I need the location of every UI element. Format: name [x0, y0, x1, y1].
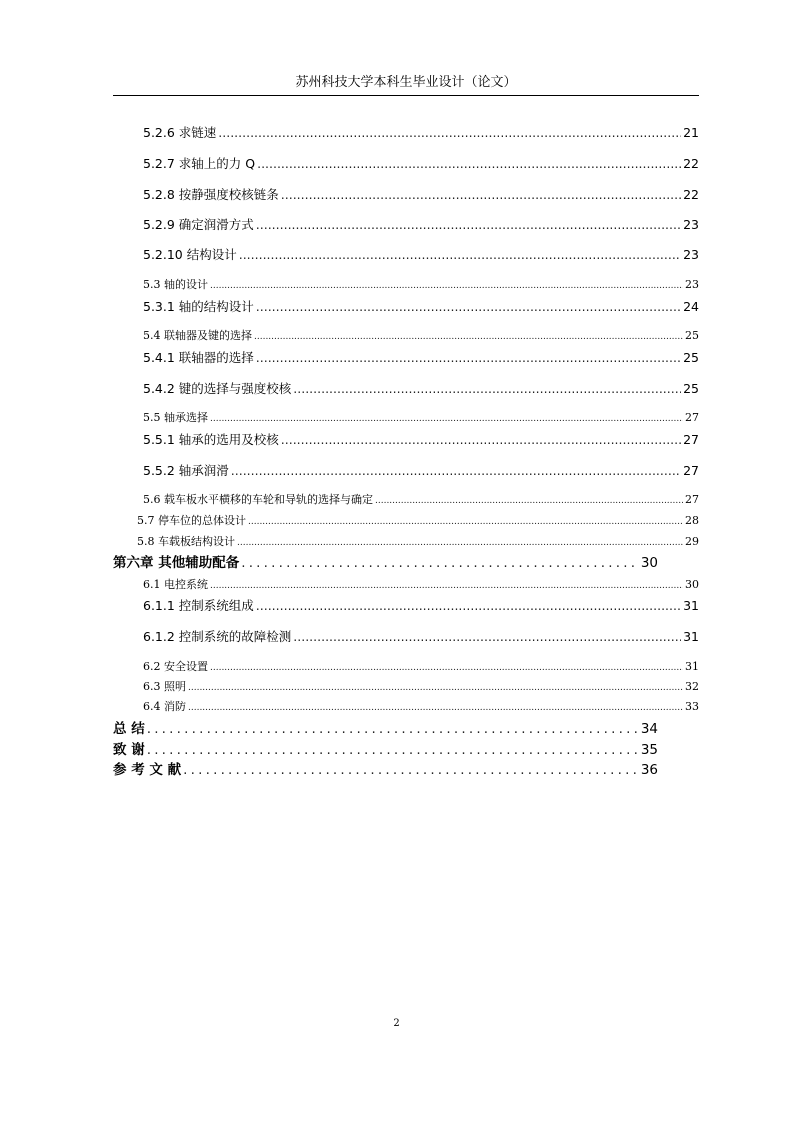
toc-title: 5.6 载车板水平横移的车轮和导轨的选择与确定 — [143, 493, 373, 506]
toc-leader — [254, 327, 683, 347]
toc-row[interactable] — [143, 297, 699, 317]
toc-leader — [147, 740, 639, 760]
toc-row[interactable] — [143, 348, 699, 368]
toc-title: 5.2.7 求轴上的力 Q — [143, 156, 256, 171]
toc-page: 22 — [683, 187, 699, 202]
toc-page: 27 — [683, 463, 699, 478]
toc-page: 32 — [685, 680, 699, 693]
toc-title: 5.5.1 轴承的选用及校核 — [143, 432, 279, 447]
toc-leader — [256, 297, 681, 317]
toc-leader — [237, 533, 683, 553]
toc-page: 30 — [640, 555, 658, 571]
page-header: 苏州科技大学本科生毕业设计（论文） — [295, 75, 517, 90]
toc-page: 27 — [683, 432, 699, 447]
toc-title: 6.1.2 控制系统的故障检测 — [143, 629, 292, 644]
toc-title: 5.2.10 结构设计 — [143, 247, 237, 262]
toc-title: 5.5 轴承选择 — [143, 411, 208, 424]
toc-row[interactable] — [137, 532, 699, 552]
header-divider — [113, 95, 699, 96]
toc-row[interactable] — [143, 154, 699, 174]
toc-title: 参 考 文 献 — [113, 762, 182, 778]
toc-page: 27 — [685, 493, 699, 506]
toc-page: 24 — [683, 299, 699, 314]
toc-row[interactable] — [143, 408, 699, 428]
toc-title: 6.3 照明 — [143, 680, 186, 693]
toc-leader — [218, 123, 681, 143]
toc-page: 25 — [683, 350, 699, 365]
toc-page: 25 — [685, 329, 699, 342]
toc-leader — [293, 627, 681, 647]
toc-page: 23 — [683, 247, 699, 262]
toc-row[interactable] — [143, 379, 699, 399]
toc-row[interactable] — [143, 677, 699, 697]
toc-title: 总 结 — [113, 721, 145, 737]
toc-row[interactable] — [143, 657, 699, 677]
toc-page: 36 — [640, 762, 658, 778]
toc-title: 第六章 其他辅助配备 — [113, 555, 240, 571]
toc-chapter-row[interactable] — [113, 553, 658, 573]
toc-leader — [147, 719, 639, 739]
toc-title: 6.1.1 控制系统组成 — [143, 598, 254, 613]
toc-title: 5.3.1 轴的结构设计 — [143, 299, 254, 314]
toc-row[interactable] — [143, 185, 699, 205]
toc-leader — [281, 430, 681, 450]
toc-page: 31 — [685, 660, 699, 673]
toc-title: 5.5.2 轴承润滑 — [143, 463, 229, 478]
toc-leader — [239, 245, 681, 265]
toc-row[interactable] — [143, 275, 699, 295]
toc-title: 5.3 轴的设计 — [143, 278, 208, 291]
toc-leader — [256, 215, 681, 235]
toc-row[interactable] — [143, 326, 699, 346]
toc-chapter-row[interactable] — [113, 760, 658, 780]
toc-leader — [188, 698, 683, 718]
toc-page: 35 — [640, 742, 658, 758]
toc-leader — [257, 154, 681, 174]
toc-leader — [183, 760, 639, 780]
toc-row[interactable] — [143, 490, 699, 510]
toc-page: 25 — [683, 381, 699, 396]
toc-page: 31 — [683, 629, 699, 644]
toc-leader — [281, 185, 681, 205]
toc-title: 5.2.8 按静强度校核链条 — [143, 187, 279, 202]
toc-leader — [231, 461, 681, 481]
toc-leader — [256, 348, 681, 368]
toc-leader — [375, 491, 683, 511]
toc-row[interactable] — [143, 697, 699, 717]
toc-row[interactable] — [143, 461, 699, 481]
toc-leader — [256, 596, 681, 616]
toc-leader — [210, 409, 683, 429]
toc-chapter-row[interactable] — [113, 740, 658, 760]
toc-row[interactable] — [143, 575, 699, 595]
toc-page: 31 — [683, 598, 699, 613]
toc-title: 5.2.9 确定润滑方式 — [143, 217, 254, 232]
toc-row[interactable] — [143, 123, 699, 143]
toc-page: 29 — [685, 535, 699, 548]
toc-page: 33 — [685, 700, 699, 713]
toc-row[interactable] — [143, 245, 699, 265]
toc-title: 6.4 消防 — [143, 700, 186, 713]
toc-leader — [210, 276, 683, 296]
toc-page: 34 — [640, 721, 658, 737]
toc-title: 致 谢 — [113, 742, 145, 758]
toc-title: 6.2 安全设置 — [143, 660, 208, 673]
toc-chapter-row[interactable] — [113, 719, 658, 739]
toc-row[interactable] — [143, 430, 699, 450]
toc-title: 5.4.2 键的选择与强度校核 — [143, 381, 292, 396]
toc-page: 22 — [683, 156, 699, 171]
toc-page: 23 — [685, 278, 699, 291]
toc-leader — [293, 379, 681, 399]
toc-row[interactable] — [143, 627, 699, 647]
toc-title: 5.7 停车位的总体设计 — [137, 514, 246, 527]
toc-page: 27 — [685, 411, 699, 424]
toc-title: 5.4.1 联轴器的选择 — [143, 350, 254, 365]
page-number: 2 — [393, 1018, 400, 1029]
toc-leader — [210, 576, 683, 596]
toc-page: 28 — [685, 514, 699, 527]
toc-row[interactable] — [143, 215, 699, 235]
toc-title: 5.4 联轴器及键的选择 — [143, 329, 252, 342]
toc-leader — [248, 512, 683, 532]
toc-page: 21 — [683, 125, 699, 140]
toc-page: 23 — [683, 217, 699, 232]
toc-row[interactable] — [137, 511, 699, 531]
toc-title: 6.1 电控系统 — [143, 578, 208, 591]
toc-leader — [210, 658, 683, 678]
toc-leader — [188, 678, 683, 698]
toc-leader — [241, 553, 639, 573]
toc-row[interactable] — [143, 596, 699, 616]
toc-title: 5.2.6 求链速 — [143, 125, 217, 140]
toc-title: 5.8 车载板结构设计 — [137, 535, 235, 548]
toc-page: 30 — [685, 578, 699, 591]
